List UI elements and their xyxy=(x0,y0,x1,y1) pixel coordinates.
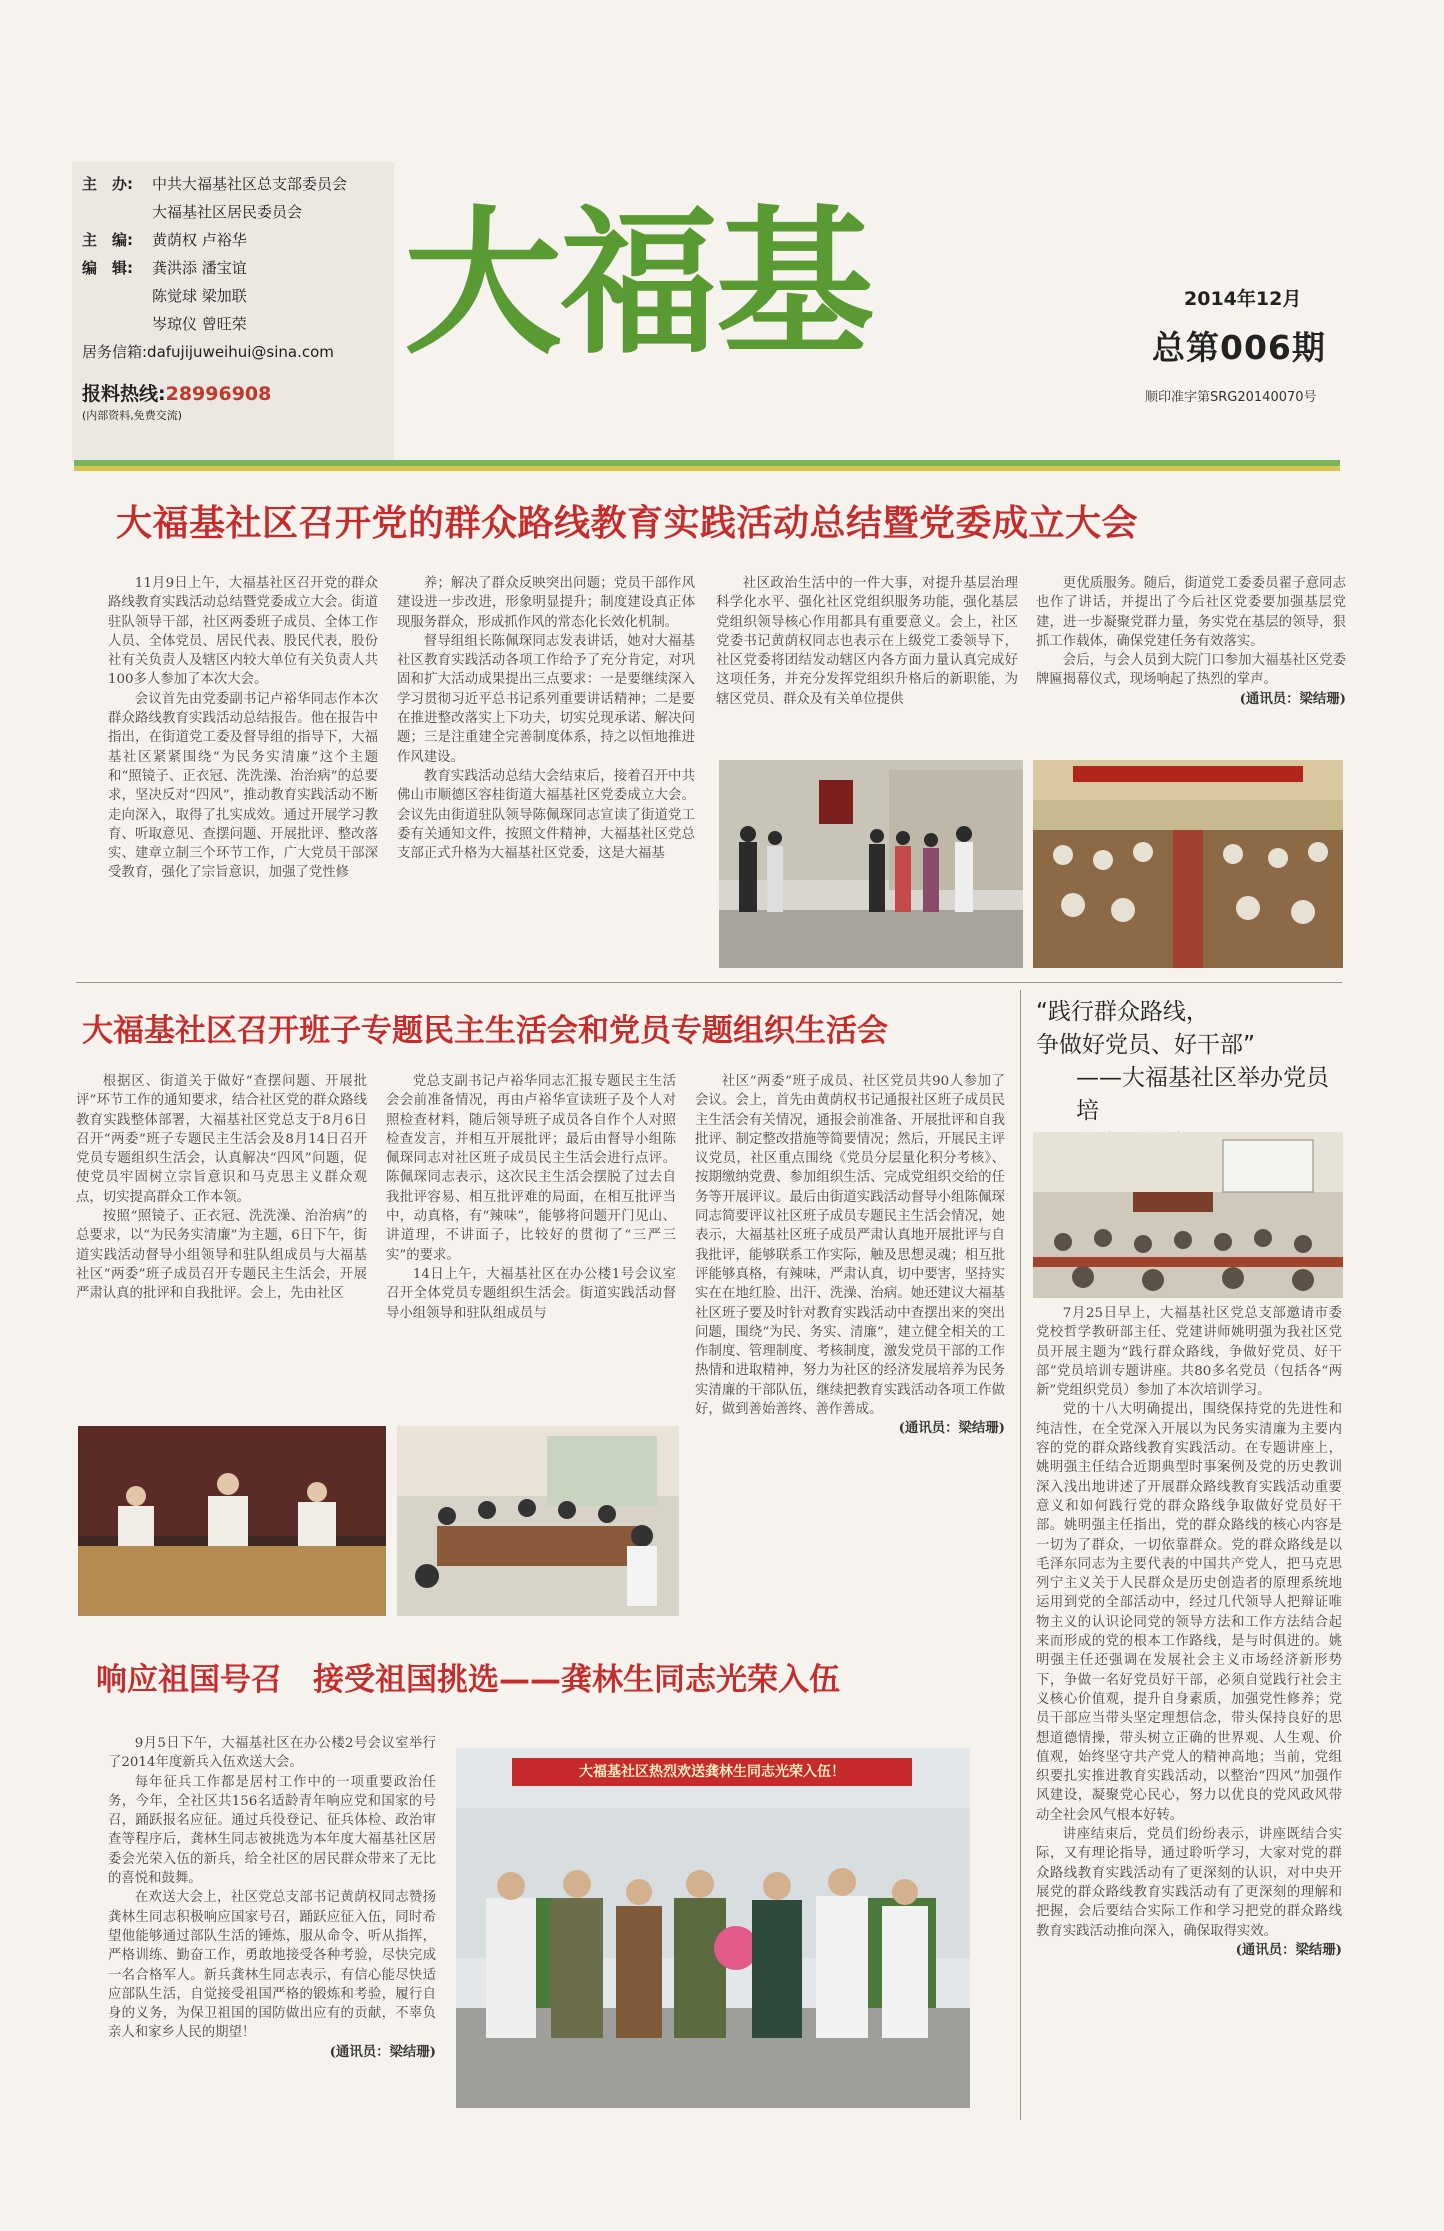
article2-col2 xyxy=(386,1072,676,1417)
paragraph: 党的十八大明确提出，围绕保持党的先进性和纯洁性，在全党深入开展以为民务实清廉为主要内容的党的群众路线教育实践活动。在专题讲座上，姚明强主任结合近期典型时事案例及党的历史教训深入浅出地讲述了开展群众路线教育实践活动重要意义和如何践行党的群众路线争取做好党员好干部。姚明强主任指出，党的群众路线的核心内容是一切为了群众，一切依靠群众。党的群众路线是以毛泽东同志为主要代表的中国共产党人，把马克思列宁主义关于人民群众是历史创造者的原理系统地运用到党的全部活动中，经过几代领导人把辩证唯物主义的认识论同党的领导方法和工作方法结合起来而形成的党的根本工作路线，是与时俱进的。姚明强主任还强调在发展社会主义市场经济新形势下，争做一名好党员好干部，必须自觉践行社会主义核心价值观，提升自身素质，加强党性修养；党员干部应当带头坚定理想信念，带头保持良好的思想道德情操，带头树立正确的世界观、人生观、价值观，始终坚守共产党人的精神高地；当前，党组织要扎实推进教育实践活动，以整治“四风”加强作风建设，凝聚党心民心，努力以优良的党风政风带动全社会风气根本好转。 xyxy=(1036,1402,1342,1823)
paragraph: 教育实践活动总结大会结束后，接着召开中共佛山市顺德区容桂街道大福基社区党委成立大会。会议先由街道驻队领导陈佩琛同志宣读了街道党工委有关通知文件，按照文件精神，大福基社区党总支部正式升格为大福基社区党委，这是大福基 xyxy=(397,768,695,862)
masthead-rule-gold xyxy=(74,466,1340,471)
paragraph: 会后，与会人员到大院门口参加大福基社区党委牌匾揭幕仪式，现场响起了热烈的掌声。 xyxy=(1036,653,1346,688)
article2-photo-meeting xyxy=(397,1426,679,1616)
article2-headline: 大福基社区召开班子专题民主生活会和党员专题组织生活会 xyxy=(82,1013,888,1049)
paragraph: 社区政治生活中的一件大事，对提升基层治理科学化水平、强化社区党组织服务功能，强化基层党组织领导核心作用都具有重要意义。会上，社区党委书记黄荫权同志也表示在上级党工委领导下，社区党委将团结发动辖区内各方面力量认真完成好这项任务，并充分发挥党组织升格后的新职能，为辖区党员、群众及有关单位提供 xyxy=(716,576,1018,707)
paragraph: 14日上午，大福基社区在办公楼1号会议室召开全体党员专题组织生活会。街道实践活动督导小组领导和驻队组成员与 xyxy=(386,1266,676,1321)
hotline-number: 28996908 xyxy=(165,383,272,405)
paragraph: 根据区、街道关于做好“查摆问题、开展批评”环节工作的通知要求，结合社区党的群众路线教育实践整体部署，大福基社区党总支于8月6日召开“两委”班子专题民主生活会及8月14日召开党员专题组织生活会，认真解决“四风”问题，促使党员牢固树立宗旨意识和马克思主义群众观点，切实提高群众工作本领。 xyxy=(76,1074,367,1205)
paragraph: 社区“两委”班子成员、社区党员共90人参加了会议。会上，首先由黄荫权书记通报社区班子成员民主生活会有关情况，通报会前准备、开展批评和自我批评、制定整改措施等简要情况；然后，开展民主评议党员，社区重点围绕《党员分层量化积分考核》、按期缴纳党费、参加组织生活、完成党组织交给的任务等开展评议。最后由街道实践活动督导小组陈佩琛同志简要评议社区班子成员专题民主生活会情况，她表示，大福基社区班子成员严肃认真地开展批评与自我批评，能够联系工作实际，触及思想灵魂；相互批评能够真格，有辣味，严肃认真，切中要害，坚持实实在在地红脸、出汗、洗澡、治病。她还建议大福基社区班子要及时针对教育实践活动中查摆出来的突出问题，围绕“为民、务实、清廉”，建立健全相关的工作制度、管理制度、考核制度，激发党员干部的工作热情和进取精神，努力为社区的经济发展培养为民务实清廉的干部队伍，继续把教育实践活动各项工作做好，做到善始善终、善作善成。 xyxy=(695,1074,1005,1418)
editors-3: 岑琼仪 曾旺荣 xyxy=(152,315,247,333)
column-divider xyxy=(1020,990,1021,2120)
hotline-label: 报料热线: xyxy=(82,383,166,405)
chief-editor-label: 主 编: xyxy=(82,231,133,249)
paragraph: 按照“照镜子、正衣冠、洗洗澡、治治病”的总要求，以“为民务实清廉”为主题，6日下午，街道实践活动督导小组领导和驻队组成员与大福基社区“两委”班子成员召开专题民主生活会，开展严肃认真的批评和自我批评。会上，先由社区 xyxy=(76,1209,367,1302)
sidebar-body xyxy=(1036,1304,1342,2114)
sidebar-title-line2: 争做好党员、好干部” xyxy=(1036,1032,1255,1058)
editors-2: 陈觉球 梁加联 xyxy=(152,287,247,305)
article1-photo-plaque-unveiling xyxy=(719,760,1023,968)
sponsor-label: 主 办: xyxy=(82,175,133,193)
article3-credit: (通讯员：梁结珊) xyxy=(329,2043,436,2060)
issue-date: 2014年12月 xyxy=(1184,288,1302,310)
article1-headline: 大福基社区召开党的群众路线教育实践活动总结暨党委成立大会 xyxy=(116,502,1139,544)
sidebar-photo-lecture xyxy=(1033,1132,1343,1298)
masthead-title: 大福基 xyxy=(404,192,872,376)
paragraph: 每年征兵工作都是居村工作中的一项重要政治任务，今年，全社区共156名适龄青年响应党和国家的号召，踊跃报名应征。通过兵役登记、征兵体检、政治审查等程序后，龚林生同志被挑选为本年度大福基社区居委会光荣入伍的新兵，给全社区的居民群众带来了无比的喜悦和鼓舞。 xyxy=(108,1774,436,1887)
article1-col4 xyxy=(1036,574,1346,744)
paragraph: 7月25日早上，大福基社区党总支部邀请市委党校哲学教研部主任、党建讲师姚明强为我社区党员开展主题为“践行群众路线，争做好党员、好干部”党员培训专题讲座。共80多名党员（包括各“两新”党组织党员）参加了本次培训学习。 xyxy=(1036,1306,1342,1399)
issue-number: 总第006期 xyxy=(1152,328,1326,367)
free-note: (内部资料,免费交流) xyxy=(82,409,183,422)
article1-col1 xyxy=(108,574,378,966)
paragraph: 养；解决了群众反映突出问题；党员干部作风建设进一步改进，形象明显提升；制度建设真正体现服务群众，形成抓作风的常态化长效化机制。 xyxy=(397,576,695,630)
sponsor-1: 中共大福基社区总支部委员会 xyxy=(152,175,348,193)
article2-col1 xyxy=(76,1072,367,1417)
print-permit: 顺印准字第SRG20140070号 xyxy=(1145,390,1317,405)
article1-col3 xyxy=(716,574,1018,744)
sidebar-title-line3: ——大福基社区举办党员培 xyxy=(1076,1065,1329,1124)
paragraph: 更优质服务。随后，街道党工委委员翟子意同志也作了讲话，并提出了今后社区党委要加强基层党建，进一步凝聚党群力量，务实党在基层的领导，狠抓工作载体，确保党建任务有效落实。 xyxy=(1036,576,1346,649)
paragraph: 讲座结束后，党员们纷纷表示，讲座既结合实际，又有理论指导，通过聆听学习，大家对党的群众路线教育实践活动有了更深刻的认识，对中央开展党的群众路线教育实践活动有了更深刻的理解和把握，会后要结合实际工作和学习把党的群众路线教育实践活动推向深入，确保取得实效。 xyxy=(1036,1827,1342,1939)
sidebar-title-line1: “践行群众路线， xyxy=(1036,999,1209,1025)
article1-credit: (通讯员：梁结珊) xyxy=(1239,690,1346,707)
article2-col3 xyxy=(695,1072,1005,1630)
section-divider xyxy=(76,982,1342,983)
editors-label: 编 辑: xyxy=(82,259,133,277)
farewell-banner: 大福基社区热烈欢送龚林生同志光荣入伍！ xyxy=(512,1758,912,1786)
paragraph: 11月9日上午，大福基社区召开党的群众路线教育实践活动总结暨党委成立大会。街道驻队领导干部，社区两委班子成员、全体工作人员、全体党员、居民代表、股民代表，股份社有关负责人及辖区内较大单位有关负责人共100多人参加了本次大会。 xyxy=(108,576,378,688)
article3-body xyxy=(108,1734,436,2112)
email: 居务信箱:dafujijuweihui@sina.com xyxy=(82,343,334,361)
paragraph: 督导组组长陈佩琛同志发表讲话，她对大福基社区教育实践活动各项工作给予了充分肯定，对巩固和扩大活动成果提出三点要求：一是要继续深入学习贯彻习近平总书记系列重要讲话精神；二是要在推进整改落实上下功夫，切实兑现承诺、解决问题；三是注重建全完善制度体系，持之以恒地推进作风建设。 xyxy=(397,633,695,765)
chief-editors: 黄荫权 卢裕华 xyxy=(152,231,247,249)
paragraph: 会议首先由党委副书记卢裕华同志作本次群众路线教育实践活动总结报告。他在报告中指出，在街道党工委及督导组的指导下，大福基社区紧紧围绕“为民务实清廉”这个主题和“照镜子、正衣冠、洗洗澡、治治病”的总要求，坚决反对“四风”，推动教育实践活动不断走向深入，取得了扎实成效。通过开展学习教育、听取意见、查摆问题、开展批评、整改落实、建章立制三个环节工作，广大党员干部深受教育，强化了宗旨意识，加强了党性修 xyxy=(108,691,378,881)
paragraph: 党总支副书记卢裕华同志汇报专题民主生活会会前准备情况，再由卢裕华宣读班子及个人对照检查材料，随后领导班子成员各自作个人对照检查发言，并相互开展批评；最后由督导小组陈佩琛同志对社区班子成员民主生活会进行点评。陈佩琛同志表示，这次民主生活会摆脱了过去自我批评容易、相互批评难的局面，在相互批评当中，动真格，有“辣味”，能够将问题开门见山、讲道理，不讲面子，比较好的贯彻了“三严三实”的要求。 xyxy=(386,1074,676,1263)
article2-photo-panel xyxy=(78,1426,386,1616)
article1-photo-meeting-hall xyxy=(1033,760,1343,968)
article1-col2 xyxy=(397,574,695,966)
paragraph: 9月5日下午，大福基社区在办公楼2号会议室举行了2014年度新兵入伍欢送大会。 xyxy=(108,1736,436,1771)
sidebar-credit: (通讯员：梁结珊) xyxy=(1235,1941,1342,1958)
paragraph: 在欢送大会上，社区党总支部书记黄荫权同志赞扬龚林生同志积极响应国家号召，踊跃应征入伍，同时希望他能够通过部队生活的锤炼，服从命令、听从指挥，严格训练、勤奋工作，勇敢地接受各种考验，尽快完成一名合格军人。新兵龚林生同志表示，有信心能尽快适应部队生活，自觉接受祖国严格的锻炼和考验，履行自身的义务，为保卫祖国的国防做出应有的贡献，不辜负亲人和家乡人民的期望！ xyxy=(108,1890,436,2041)
sponsor-2: 大福基社区居民委员会 xyxy=(152,203,303,221)
article2-credit: (通讯员：梁结珊) xyxy=(898,1420,1005,1437)
masthead-info-box xyxy=(72,162,394,462)
editors-1: 龚洪添 潘宝谊 xyxy=(152,259,247,277)
article3-headline: 响应祖国号召 接受祖国挑选——龚林生同志光荣入伍 xyxy=(96,1662,840,1698)
article3-photo-farewell xyxy=(456,1748,970,2108)
